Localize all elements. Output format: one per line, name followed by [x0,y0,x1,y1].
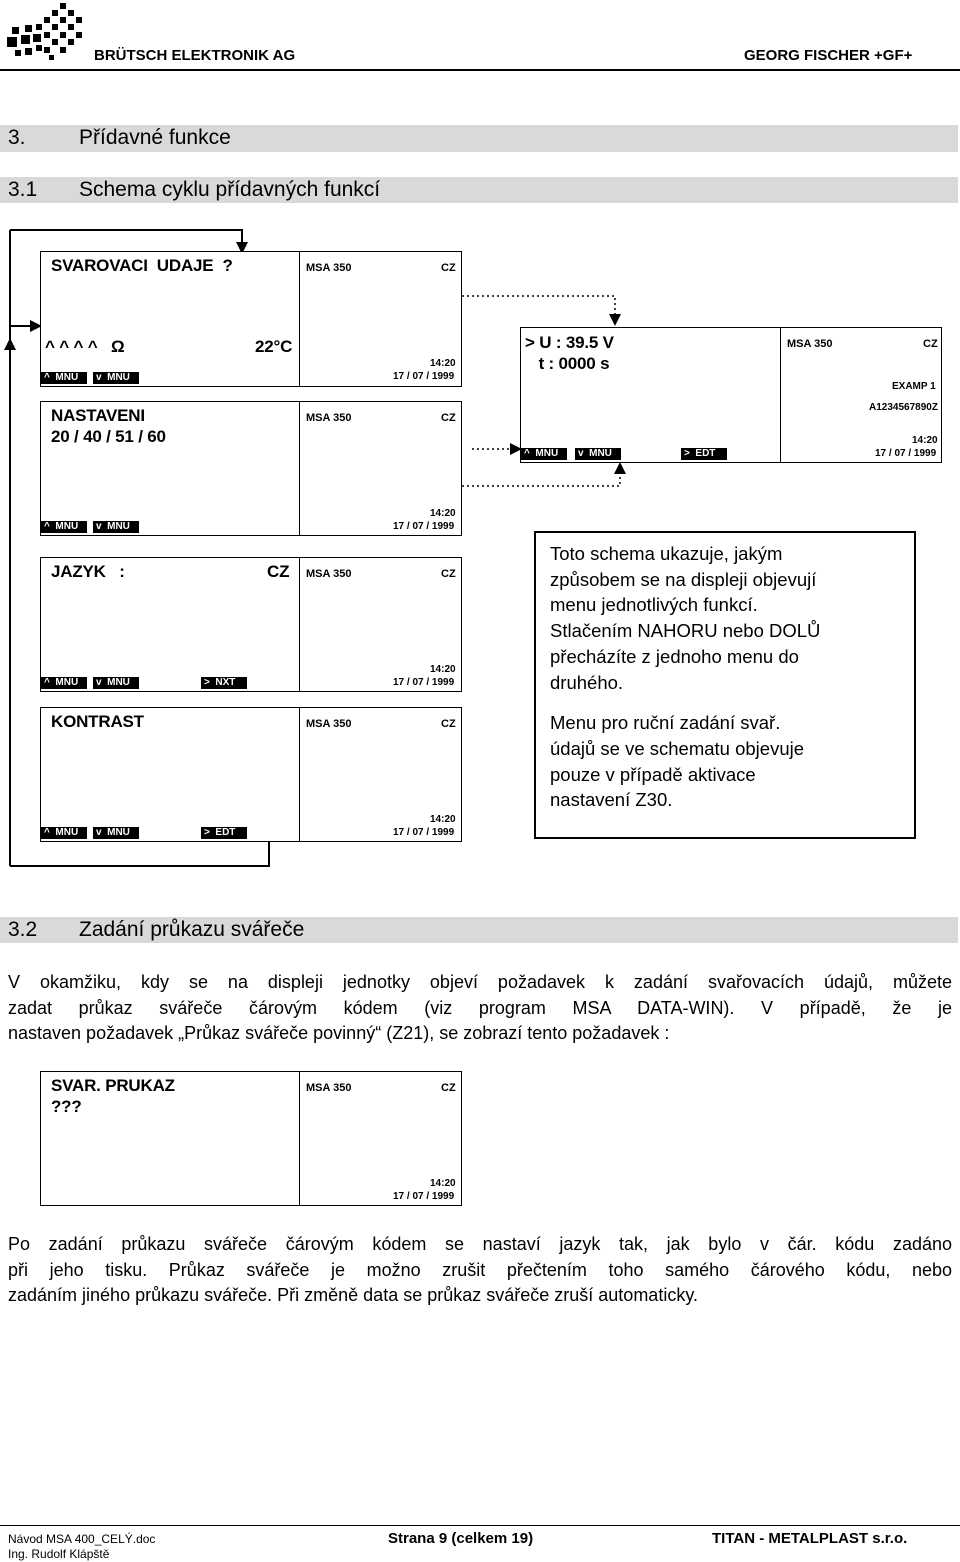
screen-model: MSA 350 [787,338,833,350]
note-line: nastavení Z30. [550,789,673,811]
paragraph-after [8,1232,952,1309]
paragraph-line: Po zadání průkazu svářeče čárovým kódem se nastaví jazyk tak, jak bylo v čár. kódu zadáno [8,1234,952,1254]
screen-temperature: 22°C [255,337,293,356]
soft-key-down-mnu: v MNU [575,448,621,460]
screen-line-2: 20 / 40 / 51 / 60 [51,427,166,446]
section-3-number: 3. [8,126,26,149]
footer-divider [0,1525,960,1526]
screen-language-value: CZ [267,562,290,581]
soft-key-next: > NXT [201,677,247,689]
screen-date: 17 / 07 / 1999 [393,827,455,838]
screen-time: 14:20 [430,814,456,825]
note-line: přecházíte z jednoho menu do [550,645,799,667]
screen-line-1: NASTAVENI [51,406,145,425]
screen-line-1: JAZYK : [51,562,125,581]
screen-language: CZ [441,262,456,274]
paragraph-line: V okamžiku, kdy se na displeji jednotky objeví požadavek k zadání svařovacích údajů, můžete [8,972,952,992]
display-jazyk [40,557,462,692]
header-company-left: BRÜTSCH ELEKTRONIK AG [94,47,296,64]
note-line: údajů se ve schematu objevuje [550,737,805,759]
note-line: Stlačením NAHORU nebo DOLŮ [550,620,821,642]
section-3-1-number: 3.1 [8,178,38,201]
soft-key-up-mnu: ^ MNU [41,372,87,384]
screen-model: MSA 350 [306,412,352,424]
note-line: druhého. [550,671,624,693]
explanation-note [534,531,916,839]
paragraph-line: zadat průkaz svářeče čárovým kódem (viz program MSA DATA-WIN). V případě, že je [8,997,952,1018]
screen-time: 14:20 [430,664,456,675]
soft-key-edit: > EDT [681,448,727,460]
footer-company: TITAN - METALPLAST s.r.o. [712,1530,908,1547]
screen-example: EXAMP 1 [892,381,936,392]
header-divider [0,69,960,71]
section-3-2-number: 3.2 [8,918,38,941]
soft-key-down-mnu: v MNU [93,677,139,689]
paragraph-intro [8,970,952,1047]
screen-date: 17 / 07 / 1999 [393,677,455,688]
screen-date: 17 / 07 / 1999 [875,448,937,459]
screen-model: MSA 350 [306,262,352,274]
soft-key-up-mnu: ^ MNU [41,521,87,533]
display-svar-prukaz [40,1071,462,1206]
display-svarovaci-udaje [40,251,462,387]
screen-language: CZ [923,338,938,350]
note-line: menu jednotlivých funkcí. [550,594,758,616]
paragraph-line: zadáním jiného průkazu svářeče. Při změně data se průkaz svářeče zruší automaticky. [8,1285,698,1305]
screen-language: CZ [441,718,456,730]
display-nastaveni [40,401,462,536]
screen-line-1: SVAR. PRUKAZ [51,1076,175,1095]
footer-page: Strana 9 (celkem 19) [388,1530,534,1547]
note-line: způsobem se na displeji objevují [550,568,817,590]
soft-key-edit: > EDT [201,827,247,839]
screen-model: MSA 350 [306,568,352,580]
screen-code: A1234567890Z [869,402,938,413]
screen-language: CZ [441,412,456,424]
screen-line-1: KONTRAST [51,712,144,731]
screen-line-2: ??? [51,1097,82,1116]
note-line: Menu pro ruční zadání svař. [550,712,781,734]
screen-voltage: > U : 39.5 V [525,333,614,352]
section-3-2-title: Zadání průkazu svářeče [79,918,305,941]
screen-date: 17 / 07 / 1999 [393,521,455,532]
screen-model: MSA 350 [306,718,352,730]
screen-time-value: t : 0000 s [525,354,610,373]
soft-key-up-mnu: ^ MNU [521,448,567,460]
screen-line-1: SVAROVACI UDAJE ? [51,256,233,275]
screen-time: 14:20 [430,358,456,369]
footer-author: Ing. Rudolf Klápště [8,1547,110,1561]
header-company-right: GEORG FISCHER +GF+ [744,47,913,64]
screen-time: 14:20 [430,1178,456,1189]
footer-file: Návod MSA 400_CELÝ.doc [8,1532,156,1546]
screen-language: CZ [441,1082,456,1094]
section-3-title: Přídavné funkce [79,126,231,149]
display-kontrast [40,707,462,842]
note-line: Toto schema ukazuje, jakým [550,543,783,564]
screen-date: 17 / 07 / 1999 [393,371,455,382]
screen-language: CZ [441,568,456,580]
soft-key-up-mnu: ^ MNU [41,677,87,689]
screen-time: 14:20 [912,435,938,446]
screen-time: 14:20 [430,508,456,519]
paragraph-line: při jeho tisku. Průkaz svářeče je možno zrušit přečtením toho samého čárového kódu, nebo [8,1259,952,1280]
screen-symbols: ^ ^ ^ ^ Ω [45,337,125,356]
note-line: pouze v případě aktivace [550,763,756,785]
soft-key-down-mnu: v MNU [93,521,139,533]
soft-key-up-mnu: ^ MNU [41,827,87,839]
screen-model: MSA 350 [306,1082,352,1094]
paragraph-line: nastaven požadavek „Průkaz svářeče povinný“ (Z21), se zobrazí tento požadavek : [8,1023,670,1043]
display-manual-entry [520,327,942,463]
section-3-1-title: Schema cyklu přídavných funkcí [79,178,381,201]
soft-key-down-mnu: v MNU [93,372,139,384]
company-logo [7,3,92,63]
soft-key-down-mnu: v MNU [93,827,139,839]
screen-date: 17 / 07 / 1999 [393,1191,455,1202]
